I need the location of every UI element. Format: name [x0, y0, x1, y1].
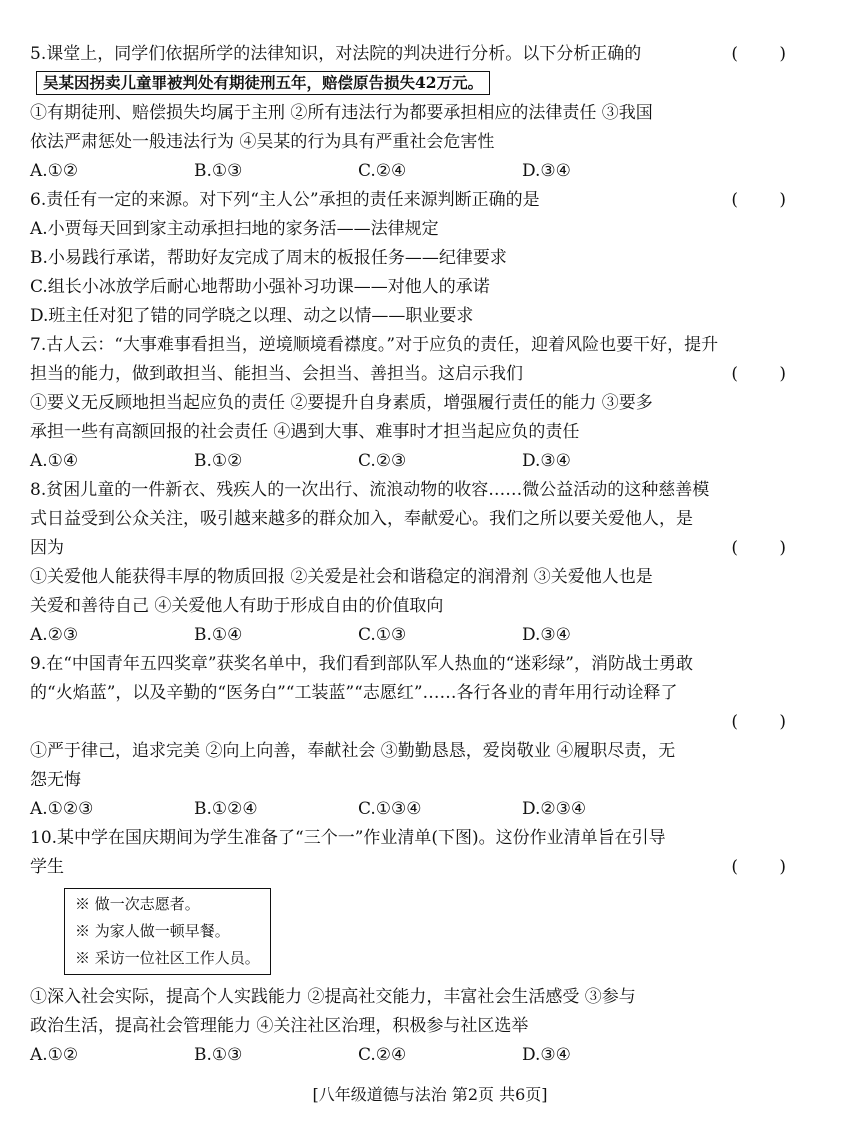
case-box: 吴某因拐卖儿童罪被判处有期徒刑五年，赔偿原告损失42万元。 [36, 71, 490, 95]
answer-bracket: ( ) [731, 857, 804, 877]
question-stem: 10.某中学在国庆期间为学生准备了“三个一”作业清单(下图)。这份作业清单旨在引导 [30, 828, 666, 848]
statement-line: 依法严肃惩处一般违法行为 ④吴某的行为具有严重社会危害性 [30, 132, 495, 152]
question-7 [30, 331, 804, 476]
question-stem: 学生 ( ) [30, 853, 804, 882]
option-a: A.①② [30, 1045, 79, 1065]
question-6 [30, 186, 804, 331]
homework-item: ※ 做一次志愿者。 [75, 895, 200, 913]
answer-bracket: ( ) [731, 44, 804, 64]
option-c: C.①③ [358, 625, 407, 645]
statement-line: ①要义无反顾地担当起应负的责任 ②要提升自身素质，增强履行责任的能力 ③要多 [30, 393, 653, 413]
question-8 [30, 476, 804, 650]
answer-bracket: ( ) [731, 712, 804, 732]
answer-bracket: ( ) [731, 538, 804, 558]
option-c: C.①③④ [358, 799, 422, 819]
statement-line: 怨无悔 [30, 770, 81, 790]
option-d: D.③④ [522, 451, 571, 471]
option-d: D.③④ [522, 1045, 571, 1065]
options-row [30, 447, 804, 476]
question-stem: 7.古人云：“大事难事看担当，逆境顺境看襟度。”对于应负的责任，迎着风险也要干好，提升 [30, 335, 719, 355]
statement-line: ①深入社会实际，提高个人实践能力 ②提高社交能力，丰富社会生活感受 ③参与 [30, 987, 636, 1007]
option-c: C.②③ [358, 451, 407, 471]
option-a: A.①④ [30, 451, 79, 471]
option-a: A.①② [30, 161, 79, 181]
option-a: A.①②③ [30, 799, 94, 819]
homework-item: ※ 采访一位社区工作人员。 [75, 949, 260, 967]
choice-d: D.班主任对犯了错的同学晓之以理、动之以情——职业要求 [30, 306, 474, 326]
question-stem: 8.贫困儿童的一件新衣、残疾人的一次出行、流浪动物的收容……微公益活动的这种慈善模 [30, 480, 710, 500]
choice-b: B.小易践行承诺，帮助好友完成了周末的板报任务——纪律要求 [30, 248, 507, 268]
question-stem: 6.责任有一定的来源。对下列“主人公”承担的责任来源判断正确的是 ( ) [30, 186, 804, 215]
question-stem: 5.课堂上，同学们依据所学的法律知识，对法院的判决进行分析。以下分析正确的 ( ) [30, 40, 804, 69]
statement-line: 政治生活，提高社会管理能力 ④关注社区治理，积极参与社区选举 [30, 1016, 529, 1036]
page-footer: [八年级道德与法治 第2页 共6页] [312, 1085, 548, 1104]
options-row [30, 157, 804, 186]
question-stem: 的“火焰蓝”，以及辛勤的“医务白”“工装蓝”“志愿红”……各行各业的青年用行动诠释了 [30, 683, 678, 703]
question-10 [30, 824, 804, 1070]
option-b: B.①② [194, 451, 243, 471]
option-d: D.③④ [522, 161, 571, 181]
option-b: B.①④ [194, 625, 243, 645]
option-d: D.③④ [522, 625, 571, 645]
homework-item: ※ 为家人做一顿早餐。 [75, 922, 230, 940]
question-stem: 因为 ( ) [30, 534, 804, 563]
option-b: B.①③ [194, 161, 243, 181]
answer-bracket: ( ) [731, 364, 804, 384]
question-stem: 式日益受到公众关注，吸引越来越多的群众加入，奉献爱心。我们之所以要关爱他人，是 [30, 509, 693, 529]
option-b: B.①③ [194, 1045, 243, 1065]
choice-a: A.小贾每天回到家主动承担扫地的家务活——法律规定 [30, 219, 439, 239]
homework-list-box [64, 888, 271, 975]
question-5 [30, 40, 804, 186]
statement-line: ①严于律己，追求完美 ②向上向善，奉献社会 ③勤勤恳恳，爱岗敬业 ④履职尽责，无 [30, 741, 676, 761]
option-d: D.②③④ [522, 799, 587, 819]
statement-line: 承担一些有高额回报的社会责任 ④遇到大事、难事时才担当起应负的责任 [30, 422, 580, 442]
statement-line: ①关爱他人能获得丰厚的物质回报 ②关爱是社会和谐稳定的润滑剂 ③关爱他人也是 [30, 567, 653, 587]
statement-line: ①有期徒刑、赔偿损失均属于主刑 ②所有违法行为都要承担相应的法律责任 ③我国 [30, 103, 653, 123]
question-9 [30, 650, 804, 824]
option-c: C.②④ [358, 161, 407, 181]
question-stem: 担当的能力，做到敢担当、能担当、会担当、善担当。这启示我们 ( ) [30, 360, 804, 389]
options-row [30, 1041, 804, 1070]
statement-line: 关爱和善待自己 ④关爱他人有助于形成自由的价值取向 [30, 596, 444, 616]
option-b: B.①②④ [194, 799, 258, 819]
choice-c: C.组长小冰放学后耐心地帮助小强补习功课——对他人的承诺 [30, 277, 490, 297]
options-row [30, 795, 804, 824]
option-a: A.②③ [30, 625, 79, 645]
question-stem: 9.在“中国青年五四奖章”获奖名单中，我们看到部队军人热血的“迷彩绿”，消防战士勇敢 [30, 654, 693, 674]
option-c: C.②④ [358, 1045, 407, 1065]
answer-bracket-line [30, 708, 804, 737]
answer-bracket: ( ) [731, 190, 804, 210]
options-row [30, 621, 804, 650]
